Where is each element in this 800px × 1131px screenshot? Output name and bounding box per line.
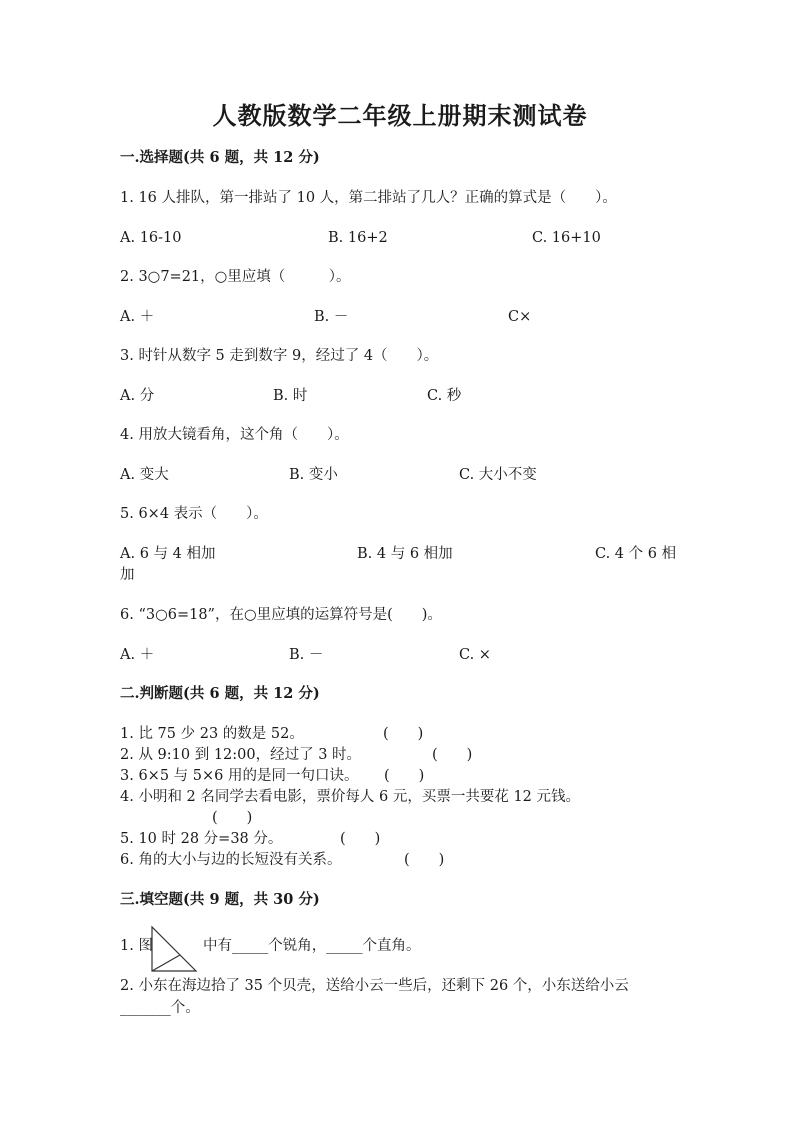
judgement-4-text: 4. 小明和 2 名同学去看电影，票价每人 6 元，买票一共要花 12 元钱。 [120,789,580,805]
question-1-3-option-b: B. 时 [273,388,308,404]
fill-1-prefix: 1. 图 [120,938,153,954]
judgement-2-answer-blank: ( ) [432,747,473,763]
question-1-1-stem: 1. 16 人排队，第一排站了 10 人，第二排站了几人？正确的算式是（ ）。 [120,190,617,206]
question-1-6-option-c: C. × [459,647,491,663]
judgement-6-text: 6. 角的大小与边的长短没有关系。 [120,852,342,868]
question-1-5-option-b: B. 4 与 6 相加 [357,546,453,562]
judgement-5-text: 5. 10 时 28 分=38 分。 [120,831,283,847]
question-1-4-option-a: A. 变大 [120,467,169,483]
judgement-1-answer-blank: ( ) [383,726,424,742]
question-1-2-stem: 2. 3○7=21，○里应填（ ）。 [120,269,351,285]
question-1-1-option-b: B. 16+2 [328,230,388,246]
question-1-1-option-c: C. 16+10 [532,230,601,246]
fill-1-text: 中有_____个锐角，_____个直角。 [203,938,421,954]
question-1-5-option-c: C. 4 个 6 相 [595,546,677,562]
fill-2-line-2: _______个。 [120,1000,200,1016]
question-1-3-option-c: C. 秒 [427,388,462,404]
section-3-heading: 三.填空题(共 9 题，共 30 分) [120,891,320,908]
judgement-3-answer-blank: ( ) [384,768,425,784]
question-1-6-stem: 6. “3○6=18”，在○里应填的运算符号是( )。 [120,607,442,623]
question-1-6-option-b: B. － [289,647,324,663]
section-1-heading: 一.选择题(共 6 题，共 12 分) [120,149,320,166]
question-1-4-option-b: B. 变小 [289,467,338,483]
question-1-3-stem: 3. 时针从数字 5 走到数字 9，经过了 4（ ）。 [120,348,439,364]
question-1-2-option-b: B. － [314,309,349,325]
judgement-3-text: 3. 6×5 与 5×6 用的是同一句口诀。 [120,768,359,784]
question-1-5-option-a: A. 6 与 4 相加 [120,546,216,562]
question-1-1-option-a: A. 16-10 [120,230,182,246]
question-1-4-stem: 4. 用放大镜看角，这个角（ ）。 [120,427,349,443]
question-1-5-stem: 5. 6×4 表示（ ）。 [120,506,268,522]
question-1-2-option-a: A. ＋ [120,309,155,325]
judgement-1-text: 1. 比 75 少 23 的数是 52。 [120,726,304,742]
triangle-figure [148,925,200,975]
question-1-5-option-c-continued: 加 [120,567,135,583]
page-title: 人教版数学二年级上册期末测试卷 [212,101,588,130]
question-1-6-option-a: A. ＋ [120,647,155,663]
fill-2-line-1: 2. 小东在海边拾了 35 个贝壳，送给小云一些后，还剩下 26 个，小东送给小云 [120,978,629,994]
judgement-6-answer-blank: ( ) [404,852,445,868]
judgement-4-answer-blank: ( ) [212,810,253,826]
judgement-5-answer-blank: ( ) [340,831,381,847]
question-1-3-option-a: A. 分 [120,388,155,404]
section-2-heading: 二.判断题(共 6 题，共 12 分) [120,685,320,702]
question-1-4-option-c: C. 大小不变 [459,467,537,483]
judgement-2-text: 2. 从 9:10 到 12:00，经过了 3 时。 [120,747,362,763]
question-1-2-option-c: C× [508,309,532,325]
